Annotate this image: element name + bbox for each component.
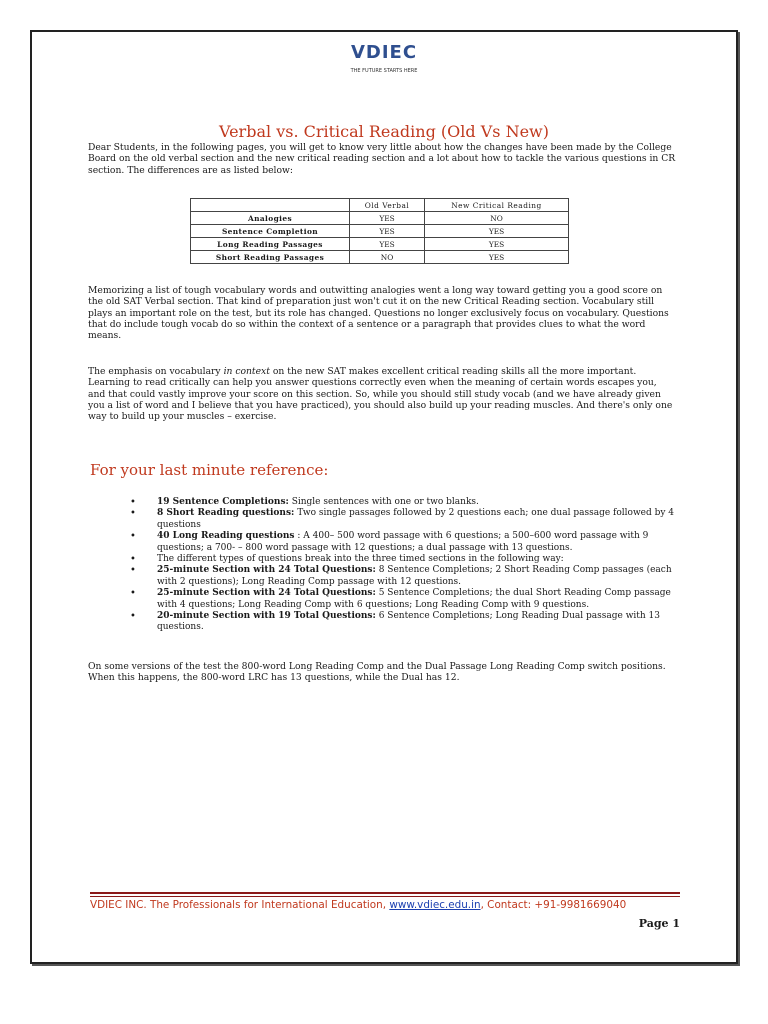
row-label: Long Reading Passages [191, 238, 350, 251]
list-item-bold: 40 Long Reading questions [157, 531, 295, 542]
vocabulary-paragraph: Memorizing a list of tough vocabulary words and outwitting analogies went a long way toward getting you a good score on the old SAT Verbal section. That kind of preparation just won't cut it on the new Critical Reading section. Vocabulary still plays an important role on the test, but its role has changed. Questions no longer exclusively focus on vocabulary. Questions that do include tough vocab do so within the context of a sentence or a paragraph that provides clues to what the word means. [88, 285, 669, 342]
list-item-bold: 19 Sentence Completions: [157, 497, 289, 507]
emphasis-text-italic: in context [223, 366, 270, 377]
list-item-text: : A 400– 500 word passage with 6 questions; a 500–600 word passage with 9 questions; a 700- – 800 word passage with 12 questions; a dual passage with 13 questions. [157, 531, 649, 553]
website-link[interactable]: www.vdiec.edu.in [389, 899, 481, 911]
list-item-bold: 25-minute Section with 24 Total Questions: [157, 588, 376, 599]
page-title: Verbal vs. Critical Reading (Old Vs New) [219, 122, 549, 141]
logo-tagline: THE FUTURE STARTS HERE [350, 68, 418, 74]
list-item-text: 6 Sentence Completions; Long Reading Dual passage with 13 questions. [157, 611, 661, 633]
reference-list [130, 497, 678, 634]
old-verbal-value: YES [350, 212, 425, 225]
list-item [130, 611, 678, 634]
list-item [130, 508, 678, 531]
emphasis-text-after: on the new SAT makes excellent critical reading skills all the more important. Learning to read critically can help you answer questions correctly even when the meaning of certain words escapes you, and that could vastly improve your score on this section. So, while you should still study vocab (and we have already given you a list of word and I believe that you have practiced), you should also build up your reading muscles. And there's only one way to build up your muscles – exercise. [88, 366, 673, 423]
table-header-old-verbal: Old Verbal [350, 199, 425, 212]
row-label: Short Reading Passages [191, 251, 350, 264]
old-verbal-value: YES [350, 225, 425, 238]
row-label: Sentence Completion [191, 225, 350, 238]
table-header-new-critical-reading: New Critical Reading [425, 199, 569, 212]
list-item [130, 554, 678, 565]
emphasis-paragraph [88, 366, 676, 422]
list-item [130, 588, 678, 611]
new-cr-value: YES [425, 238, 569, 251]
list-item-text: Two single passages followed by 2 questions each; one dual passage followed by 4 questions [157, 508, 675, 530]
footer-suffix: , Contact: +91-9981669040 [480, 899, 627, 911]
reference-heading: For your last minute reference: [90, 461, 329, 479]
list-item [130, 565, 678, 588]
list-item [130, 497, 678, 508]
list-item-text: Single sentences with one or two blanks. [288, 497, 479, 507]
new-cr-value: YES [425, 251, 569, 264]
row-label: Analogies [191, 212, 350, 225]
vdiec-logo [334, 42, 434, 82]
table-row [191, 238, 569, 251]
footer-text [90, 899, 690, 911]
emphasis-text-before: The emphasis on vocabulary [88, 366, 224, 377]
table-row [191, 225, 569, 238]
page-number: Page 1 [638, 917, 680, 930]
logo-text: VDIEC [350, 42, 418, 63]
old-verbal-value: NO [350, 251, 425, 264]
table-header-blank [191, 199, 350, 212]
list-item-text: The different types of questions break into the three timed sections in the following way: [157, 554, 564, 565]
footer-prefix: VDIEC INC. The Professionals for International Education, [90, 899, 390, 911]
list-item-bold: 20-minute Section with 19 Total Questions: [157, 611, 376, 622]
table-row [191, 212, 569, 225]
old-verbal-value: YES [350, 238, 425, 251]
list-item-bold: 8 Short Reading questions: [157, 508, 295, 519]
new-cr-value: YES [425, 225, 569, 238]
footer-rule-thin [90, 896, 680, 897]
intro-paragraph: Dear Students, in the following pages, you will get to know very little about how the changes have been made by the College Board on the old verbal section and the new critical reading section and a lot about how to tackle the various questions in CR section. The differences are as listed below: [88, 142, 676, 176]
list-item-bold: 25-minute Section with 24 Total Questions: [157, 565, 376, 576]
table-header-row [191, 199, 569, 212]
closing-paragraph: On some versions of the test the 800-word Long Reading Comp and the Dual Passage Long Reading Comp switch positions. When this happens, the 800-word LRC has 13 questions, while the Dual has 12. [88, 661, 666, 684]
comparison-table [190, 198, 569, 264]
list-item-text: 8 Sentence Completions; 2 Short Reading Comp passages (each with 2 questions); Long Reading Comp passage with 12 questions. [157, 565, 672, 587]
list-item-text: 5 Sentence Completions; the dual Short Reading Comp passage with 4 questions; Long Reading Comp with 6 questions; Long Reading Comp with 9 questions. [157, 588, 671, 610]
footer-rule-thick [90, 892, 680, 894]
new-cr-value: NO [425, 212, 569, 225]
table-row [191, 251, 569, 264]
list-item [130, 531, 678, 554]
